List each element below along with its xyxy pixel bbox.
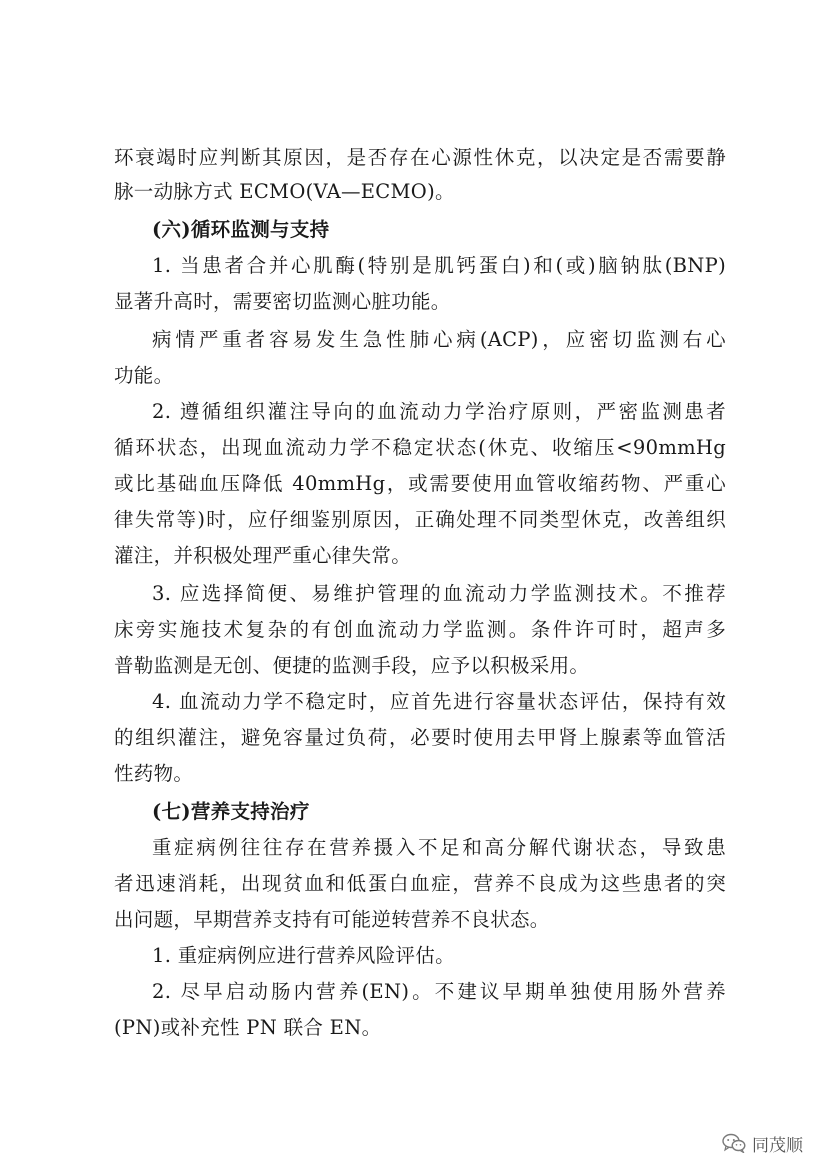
text-line: 的组织灌注，避免容量过负荷，必要时使用去甲肾上腺素等血管活 [114,726,726,749]
text-line: 律失常等)时，应仔细鉴别原因，正确处理不同类型休克，改善组织 [114,508,726,531]
text-line: 功能。 [114,364,174,387]
wechat-icon [722,1133,746,1153]
text-line: 病情严重者容易发生急性肺心病(ACP)，应密切监测右心 [152,328,726,351]
text-line: 显著升高时，需要密切监测心脏功能。 [114,290,451,313]
text-line: 脉一动脉方式 ECMO(VA—ECMO)。 [114,180,455,203]
text-line: 灌注，并积极处理严重心律失常。 [114,544,412,567]
text-line: 重症病例往往存在营养摄入不足和高分解代谢状态，导致患 [152,836,726,859]
section-heading: (六)循环监测与支持 [152,218,330,241]
text-line: 普勒监测是无创、便捷的监测手段，应予以积极采用。 [114,654,590,677]
text-line: 者迅速消耗，出现贫血和低蛋白血症，营养不良成为这些患者的突 [114,872,726,895]
text-line: 床旁实施技术复杂的有创血流动力学监测。条件许可时，超声多 [114,618,726,641]
text-line: 出问题，早期营养支持有可能逆转营养不良状态。 [114,908,550,931]
text-line: 性药物。 [114,762,194,785]
text-line: 循环状态，出现血流动力学不稳定状态(休克、收缩压<90mmHg [114,436,726,459]
text-line: (PN)或补充性 PN 联合 EN。 [114,1016,382,1039]
text-line: 环衰竭时应判断其原因，是否存在心源性休克，以决定是否需要静 [114,146,726,169]
watermark-label: 同茂顺 [752,1135,803,1156]
text-line: 2. 遵循组织灌注导向的血流动力学治疗原则，严密监测患者 [152,400,726,423]
text-line: 4. 血流动力学不稳定时，应首先进行容量状态评估，保持有效 [152,690,726,713]
section-heading: (七)营养支持治疗 [152,800,310,823]
text-line: 3. 应选择简便、易维护管理的血流动力学监测技术。不推荐 [152,582,726,605]
text-line: 1. 重症病例应进行营养风险评估。 [152,944,455,967]
text-line: 2. 尽早启动肠内营养(EN)。不建议早期单独使用肠外营养 [152,980,726,1003]
text-line: 1. 当患者合并心肌酶(特别是肌钙蛋白)和(或)脑钠肽(BNP) [152,254,726,277]
wechat-watermark [722,1131,803,1155]
text-line: 或比基础血压降低 40mmHg，或需要使用血管收缩药物、严重心 [114,472,726,495]
